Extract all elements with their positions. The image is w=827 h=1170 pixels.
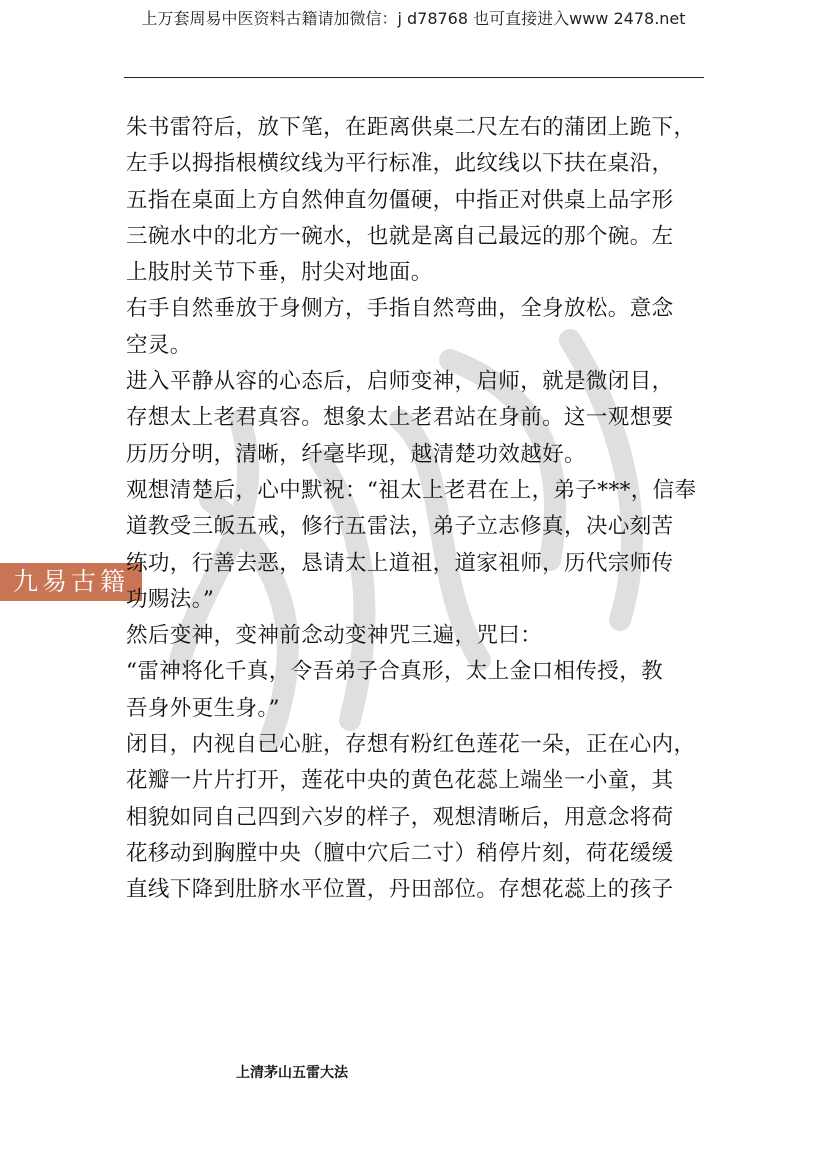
text-line: “雷神将化千真，令吾弟子合真形，太上金口相传授，教 xyxy=(126,659,663,685)
text-line: 上肢肘关节下垂，肘尖对地面。 xyxy=(126,260,433,286)
text-line: 闭目，内视自己心脏，存想有粉红色莲花一朵，正在心内， xyxy=(126,732,696,758)
text-line: 功赐法。” xyxy=(126,586,215,612)
text-line: 花瓣一片片打开，莲花中央的黄色花蕊上端坐一小童，其 xyxy=(126,768,674,794)
text-line: 直线下降到肚脐水平位置，丹田部位。存想花蕊上的孩子 xyxy=(126,877,674,903)
text-line: 道教受三皈五戒，修行五雷法，弟子立志修真，决心刻苦 xyxy=(126,514,674,540)
text-line: 五指在桌面上方自然伸直勿僵硬，中指正对供桌上品字形 xyxy=(126,187,674,213)
page-footer: 上清茅山五雷大法 xyxy=(236,1065,348,1081)
text-line: 观想清楚后，心中默祝：“祖太上老君在上，弟子***，信奉 xyxy=(126,477,697,503)
text-line: 历历分明，清晰，纤毫毕现，越清楚功效越好。 xyxy=(126,441,586,467)
text-line: 花移动到胸膛中央（膻中穴后二寸）稍停片刻，荷花缓缓 xyxy=(126,840,674,866)
text-line: 右手自然垂放于身侧方，手指自然弯曲，全身放松。意念 xyxy=(126,296,674,322)
header-divider xyxy=(124,77,704,78)
text-line: 进入平静从容的心态后，启师变神，启师，就是微闭目， xyxy=(126,369,674,395)
text-line: 练功，行善去恶，恳请太上道祖，道家祖师，历代宗师传 xyxy=(126,550,674,576)
text-line: 三碗水中的北方一碗水，也就是离自己最远的那个碗。左 xyxy=(126,223,674,249)
text-line: 空灵。 xyxy=(126,332,192,358)
text-line: 吾身外更生身。” xyxy=(126,695,280,721)
text-line: 存想太上老君真容。想象太上老君站在身前。这一观想要 xyxy=(126,405,674,431)
text-line: 相貌如同自己四到六岁的样子，观想清晰后，用意念将荷 xyxy=(126,804,674,830)
text-line: 朱书雷符后，放下笔，在距离供桌二尺左右的蒲团上跪下， xyxy=(126,115,696,140)
text-line: 然后变神，变神前念动变神咒三遍，咒曰： xyxy=(126,623,543,649)
page-header: 上万套周易中医资料古籍请加微信：j d78768 也可直接进入www 2478.net xyxy=(141,9,686,28)
site-watermark-badge: 九易古籍网 xyxy=(0,563,142,601)
text-line: 左手以拇指根横纹线为平行标准，此纹线以下扶在桌沿， xyxy=(126,151,674,177)
document-body xyxy=(126,110,706,909)
